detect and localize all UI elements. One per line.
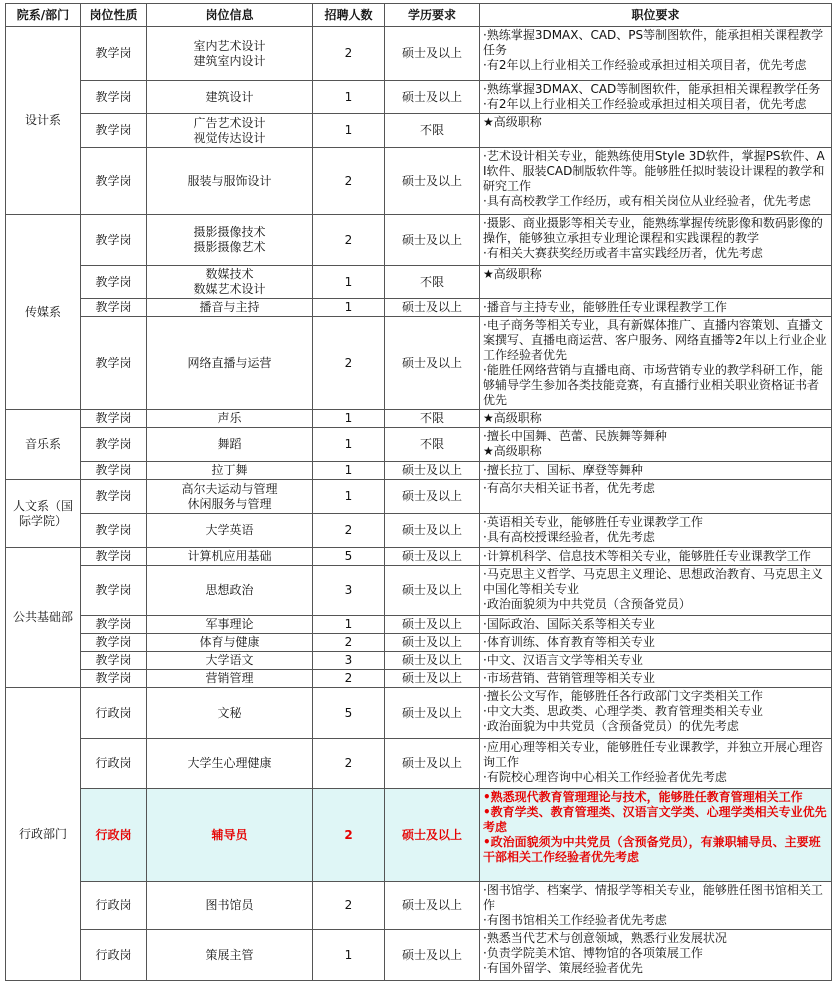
position-info-line: 文秘 — [217, 705, 242, 720]
table-row — [6, 215, 832, 266]
position-info-line: 辅导员 — [211, 827, 248, 842]
headcount-cell: 5 — [313, 688, 385, 739]
position-info-cell — [147, 930, 313, 981]
position-info-line: 大学语文 — [205, 653, 254, 667]
position-type-cell: 教学岗 — [81, 266, 147, 299]
requirements-cell — [480, 114, 832, 148]
position-info-cell — [147, 652, 313, 670]
table-row — [6, 930, 832, 981]
requirements-cell — [480, 27, 832, 81]
requirement-line: ·擅长公文写作，能够胜任各行政部门文字类相关工作 — [483, 689, 763, 703]
requirements-cell — [480, 634, 832, 652]
position-info-cell — [147, 410, 313, 428]
table-row — [6, 410, 832, 428]
requirements-cell — [480, 462, 832, 480]
position-info-cell — [147, 616, 313, 634]
requirement-line: ·有国外留学、策展经验者优先 — [483, 961, 643, 975]
table-row — [6, 266, 832, 299]
requirements-cell — [480, 688, 832, 739]
position-info-line: 摄影摄像艺术 — [193, 240, 266, 254]
header-requirements: 职位要求 — [480, 4, 832, 27]
headcount-cell: 2 — [313, 148, 385, 215]
position-type-cell: 教学岗 — [81, 566, 147, 616]
requirement-line: ·能胜任网络营销与直播电商、市场营销专业的教学科研工作，能够辅导学生参加各类技能竞赛，有直播行业相关职业资格证书者优先 — [483, 363, 823, 407]
position-info-line: 室内艺术设计 — [193, 38, 266, 53]
requirement-line: ·图书馆学、档案学、情报学等相关专业，能够胜任图书馆相关工作 — [483, 883, 823, 912]
table-row — [6, 670, 832, 688]
position-type-cell: 教学岗 — [81, 652, 147, 670]
position-info-cell — [147, 81, 313, 114]
position-info-cell — [147, 634, 313, 652]
education-cell: 硕士及以上 — [385, 616, 480, 634]
department-cell: 行政部门 — [6, 688, 81, 981]
headcount-cell: 3 — [313, 652, 385, 670]
position-type-cell: 行政岗 — [81, 688, 147, 739]
education-cell: 硕士及以上 — [385, 548, 480, 566]
department-cell: 音乐系 — [6, 410, 81, 480]
requirement-line: ·马克思主义哲学、马克思主义理论、思想政治教育、马克思主义中国化等相关专业 — [483, 567, 823, 596]
header-position-info: 岗位信息 — [147, 4, 313, 27]
requirement-line: ·有2年以上行业相关工作经验或承担过相关项目者，优先考虑 — [483, 58, 807, 72]
position-info-line: 视觉传达设计 — [193, 130, 266, 145]
table-row — [6, 462, 832, 480]
table-row — [6, 789, 832, 882]
position-info-line: 播音与主持 — [199, 300, 260, 314]
requirements-cell — [480, 480, 832, 514]
table-row — [6, 566, 832, 616]
education-cell: 硕士及以上 — [385, 670, 480, 688]
position-info-cell — [147, 480, 313, 514]
department-cell: 设计系 — [6, 27, 81, 215]
position-info-cell — [147, 462, 313, 480]
position-info-cell — [147, 428, 313, 462]
position-info-line: 思想政治 — [205, 583, 254, 597]
requirement-line: ·有院校心理咨询中心相关工作经验者优先考虑 — [483, 770, 727, 784]
education-cell: 硕士及以上 — [385, 514, 480, 548]
position-type-cell: 行政岗 — [81, 930, 147, 981]
education-cell: 硕士及以上 — [385, 81, 480, 114]
headcount-cell: 2 — [313, 882, 385, 930]
headcount-cell: 2 — [313, 670, 385, 688]
table-row — [6, 299, 832, 317]
table-row — [6, 428, 832, 462]
header-headcount: 招聘人数 — [313, 4, 385, 27]
position-info-cell — [147, 670, 313, 688]
requirement-line: ·有相关大赛获奖经历或者丰富实践经历者，优先考虑 — [483, 246, 763, 260]
requirement-line: ·具有高校教学工作经历，或有相关岗位从业经验者，优先考虑 — [483, 194, 811, 208]
requirements-cell — [480, 930, 832, 981]
position-info-line: 服装与服饰设计 — [187, 173, 272, 188]
requirements-cell — [480, 81, 832, 114]
education-cell: 硕士及以上 — [385, 652, 480, 670]
requirement-line: ·体育训练、体育教育等相关专业 — [483, 635, 655, 649]
table-row — [6, 317, 832, 410]
headcount-cell: 2 — [313, 317, 385, 410]
position-info-cell — [147, 266, 313, 299]
headcount-cell: 1 — [313, 462, 385, 480]
headcount-cell: 1 — [313, 428, 385, 462]
education-cell: 硕士及以上 — [385, 930, 480, 981]
requirement-line: ·中文、汉语言文学等相关专业 — [483, 653, 643, 667]
position-type-cell: 教学岗 — [81, 410, 147, 428]
header-department: 院系/部门 — [6, 4, 81, 27]
position-type-cell: 行政岗 — [81, 739, 147, 789]
position-type-cell: 教学岗 — [81, 148, 147, 215]
requirement-line: ·播音与主持专业，能够胜任专业课程教学工作 — [483, 300, 727, 314]
education-cell: 硕士及以上 — [385, 27, 480, 81]
headcount-cell: 1 — [313, 930, 385, 981]
education-cell: 硕士及以上 — [385, 688, 480, 739]
requirement-line: ·国际政治、国际关系等相关专业 — [483, 617, 655, 631]
requirements-cell — [480, 652, 832, 670]
requirement-line: ·政治面貌须为中共党员（含预备党员） — [483, 597, 691, 611]
table-row — [6, 652, 832, 670]
education-cell: 硕士及以上 — [385, 462, 480, 480]
requirement-line: ★高级职称 — [483, 411, 542, 425]
requirement-line: ★高级职称 — [483, 267, 542, 281]
header-education: 学历要求 — [385, 4, 480, 27]
position-info-cell — [147, 27, 313, 81]
position-info-line: 大学英语 — [205, 523, 254, 537]
table-row — [6, 81, 832, 114]
headcount-cell: 1 — [313, 410, 385, 428]
education-cell: 硕士及以上 — [385, 317, 480, 410]
position-info-line: 体育与健康 — [199, 635, 260, 649]
position-info-line: 图书馆员 — [205, 898, 254, 912]
position-info-line: 策展主管 — [205, 947, 254, 962]
requirement-line: ★高级职称 — [483, 115, 542, 129]
requirement-line: •教育学类、教育管理类、汉语言文学类、心理学类相关专业优先考虑 — [483, 805, 827, 834]
table-row — [6, 514, 832, 548]
recruitment-table-container — [5, 3, 832, 981]
position-type-cell: 教学岗 — [81, 428, 147, 462]
position-type-cell: 教学岗 — [81, 514, 147, 548]
requirements-cell — [480, 789, 832, 882]
position-type-cell: 教学岗 — [81, 670, 147, 688]
education-cell: 硕士及以上 — [385, 215, 480, 266]
position-info-line: 数媒技术 — [205, 267, 254, 281]
table-header-row — [6, 4, 832, 27]
requirement-line: ·政治面貌为中共党员（含预备党员）的优先考虑 — [483, 719, 739, 733]
requirement-line: •政治面貌须为中共党员（含预备党员），有兼职辅导员、主要班干部相关工作经验者优先考虑 — [483, 835, 821, 864]
position-info-line: 舞蹈 — [217, 437, 242, 451]
position-info-cell — [147, 215, 313, 266]
department-cell: 人文系（国际学院） — [6, 480, 81, 548]
position-info-cell — [147, 566, 313, 616]
requirements-cell — [480, 410, 832, 428]
education-cell: 硕士及以上 — [385, 882, 480, 930]
position-type-cell: 教学岗 — [81, 317, 147, 410]
table-row — [6, 634, 832, 652]
education-cell: 不限 — [385, 428, 480, 462]
headcount-cell: 1 — [313, 266, 385, 299]
position-type-cell: 教学岗 — [81, 634, 147, 652]
requirement-line: ·应用心理等相关专业，能够胜任专业课教学，并独立开展心理咨询工作 — [483, 740, 823, 769]
requirement-line: ·擅长拉丁、国标、摩登等舞种 — [483, 463, 643, 477]
position-info-cell — [147, 882, 313, 930]
table-row — [6, 616, 832, 634]
position-info-line: 网络直播与运营 — [187, 355, 272, 370]
position-info-cell — [147, 148, 313, 215]
education-cell: 硕士及以上 — [385, 148, 480, 215]
headcount-cell: 2 — [313, 514, 385, 548]
position-info-cell — [147, 299, 313, 317]
education-cell: 不限 — [385, 410, 480, 428]
education-cell: 硕士及以上 — [385, 480, 480, 514]
position-info-line: 营销管理 — [205, 671, 254, 685]
position-type-cell: 行政岗 — [81, 882, 147, 930]
position-info-line: 摄影摄像技术 — [193, 225, 266, 239]
requirement-line: ·有高尔夫相关证书者，优先考虑 — [483, 481, 655, 495]
table-row — [6, 114, 832, 148]
position-info-cell — [147, 317, 313, 410]
education-cell: 硕士及以上 — [385, 299, 480, 317]
position-info-line: 计算机应用基础 — [187, 549, 272, 563]
requirement-line: ★高级职称 — [483, 444, 542, 458]
requirement-line: ·计算机科学、信息技术等相关专业，能够胜任专业课教学工作 — [483, 549, 811, 563]
position-info-cell — [147, 789, 313, 882]
table-row — [6, 148, 832, 215]
education-cell: 硕士及以上 — [385, 566, 480, 616]
department-cell: 公共基础部 — [6, 548, 81, 688]
requirement-line: ·擅长中国舞、芭蕾、民族舞等舞种 — [483, 429, 667, 443]
requirements-cell — [480, 215, 832, 266]
headcount-cell: 3 — [313, 566, 385, 616]
requirements-cell — [480, 148, 832, 215]
headcount-cell: 1 — [313, 81, 385, 114]
requirement-line: ·熟悉当代艺术与创意领域，熟悉行业发展状况 — [483, 931, 727, 945]
recruitment-table — [5, 3, 832, 981]
position-type-cell: 教学岗 — [81, 27, 147, 81]
headcount-cell: 1 — [313, 480, 385, 514]
requirements-cell — [480, 739, 832, 789]
position-info-line: 大学生心理健康 — [187, 756, 272, 770]
requirement-line: ·负责学院美术馆、博物馆的各项策展工作 — [483, 946, 703, 960]
position-info-cell — [147, 739, 313, 789]
headcount-cell: 1 — [313, 616, 385, 634]
table-row — [6, 882, 832, 930]
position-type-cell: 教学岗 — [81, 299, 147, 317]
requirement-line: ·具有高校授课经验者，优先考虑 — [483, 530, 655, 544]
headcount-cell: 1 — [313, 114, 385, 148]
position-type-cell: 教学岗 — [81, 480, 147, 514]
position-type-cell: 教学岗 — [81, 114, 147, 148]
requirements-cell — [480, 882, 832, 930]
requirement-line: ·有图书馆相关工作经验者优先考虑 — [483, 913, 667, 927]
requirements-cell — [480, 428, 832, 462]
requirements-cell — [480, 266, 832, 299]
requirements-cell — [480, 317, 832, 410]
headcount-cell: 5 — [313, 548, 385, 566]
requirement-line: ·熟练掌握3DMAX、CAD、PS等制图软件，能承担相关课程教学任务 — [483, 28, 824, 57]
position-info-cell — [147, 514, 313, 548]
requirements-cell — [480, 566, 832, 616]
requirement-line: ·熟练掌握3DMAX、CAD等制图软件，能承担相关课程教学任务 — [483, 82, 821, 96]
table-row — [6, 688, 832, 739]
requirement-line: ·英语相关专业，能够胜任专业课教学工作 — [483, 515, 703, 529]
education-cell: 不限 — [385, 114, 480, 148]
position-info-line: 休闲服务与管理 — [187, 496, 272, 511]
position-info-line: 拉丁舞 — [211, 463, 248, 477]
position-info-cell — [147, 548, 313, 566]
education-cell: 硕士及以上 — [385, 789, 480, 882]
headcount-cell: 1 — [313, 299, 385, 317]
headcount-cell: 2 — [313, 789, 385, 882]
position-info-line: 声乐 — [217, 411, 242, 425]
headcount-cell: 2 — [313, 27, 385, 81]
headcount-cell: 2 — [313, 215, 385, 266]
requirement-line: ·艺术设计相关专业，能熟练使用Style 3D软件，掌握PS软件、AI软件、服装CAD制版软件等。能够胜任拟时装设计课程的教学和研究工作 — [483, 149, 825, 193]
education-cell: 硕士及以上 — [385, 739, 480, 789]
education-cell: 硕士及以上 — [385, 634, 480, 652]
requirement-line: ·市场营销、营销管理等相关专业 — [483, 671, 655, 685]
position-type-cell: 教学岗 — [81, 616, 147, 634]
position-type-cell: 教学岗 — [81, 462, 147, 480]
table-row — [6, 548, 832, 566]
position-info-line: 建筑室内设计 — [193, 53, 266, 68]
table-row — [6, 27, 832, 81]
position-info-line: 广告艺术设计 — [193, 115, 266, 130]
requirement-line: ·有2年以上行业相关工作经验或承担过相关项目者，优先考虑 — [483, 97, 807, 111]
position-info-line: 高尔夫运动与管理 — [181, 481, 278, 496]
requirement-line: ·摄影、商业摄影等相关专业，能熟练掌握传统影像和数码影像的操作，能够独立承担专业理论课程和实践课程的教学 — [483, 216, 823, 245]
position-type-cell: 教学岗 — [81, 81, 147, 114]
requirement-line: ·中文大类、思政类、心理学类、教育管理类相关专业 — [483, 704, 763, 718]
requirement-line: ·电子商务等相关专业，具有新媒体推广、直播内容策划、直播文案撰写、直播电商运营、客户服务、网络直播等2年以上行业企业工作经验者优先 — [483, 318, 827, 362]
position-type-cell: 教学岗 — [81, 548, 147, 566]
education-cell: 不限 — [385, 266, 480, 299]
position-info-line: 数媒艺术设计 — [193, 282, 266, 296]
headcount-cell: 2 — [313, 739, 385, 789]
requirements-cell — [480, 299, 832, 317]
requirements-cell — [480, 548, 832, 566]
position-type-cell: 行政岗 — [81, 789, 147, 882]
table-row — [6, 480, 832, 514]
position-info-cell — [147, 688, 313, 739]
header-position-type: 岗位性质 — [81, 4, 147, 27]
requirements-cell — [480, 514, 832, 548]
requirements-cell — [480, 670, 832, 688]
requirements-cell — [480, 616, 832, 634]
table-row — [6, 739, 832, 789]
department-cell: 传媒系 — [6, 215, 81, 410]
position-type-cell: 教学岗 — [81, 215, 147, 266]
position-info-line: 军事理论 — [205, 617, 254, 631]
position-info-cell — [147, 114, 313, 148]
headcount-cell: 2 — [313, 634, 385, 652]
position-info-line: 建筑设计 — [205, 89, 254, 104]
requirement-line: •熟悉现代教育管理理论与技术，能够胜任教育管理相关工作 — [483, 790, 803, 804]
